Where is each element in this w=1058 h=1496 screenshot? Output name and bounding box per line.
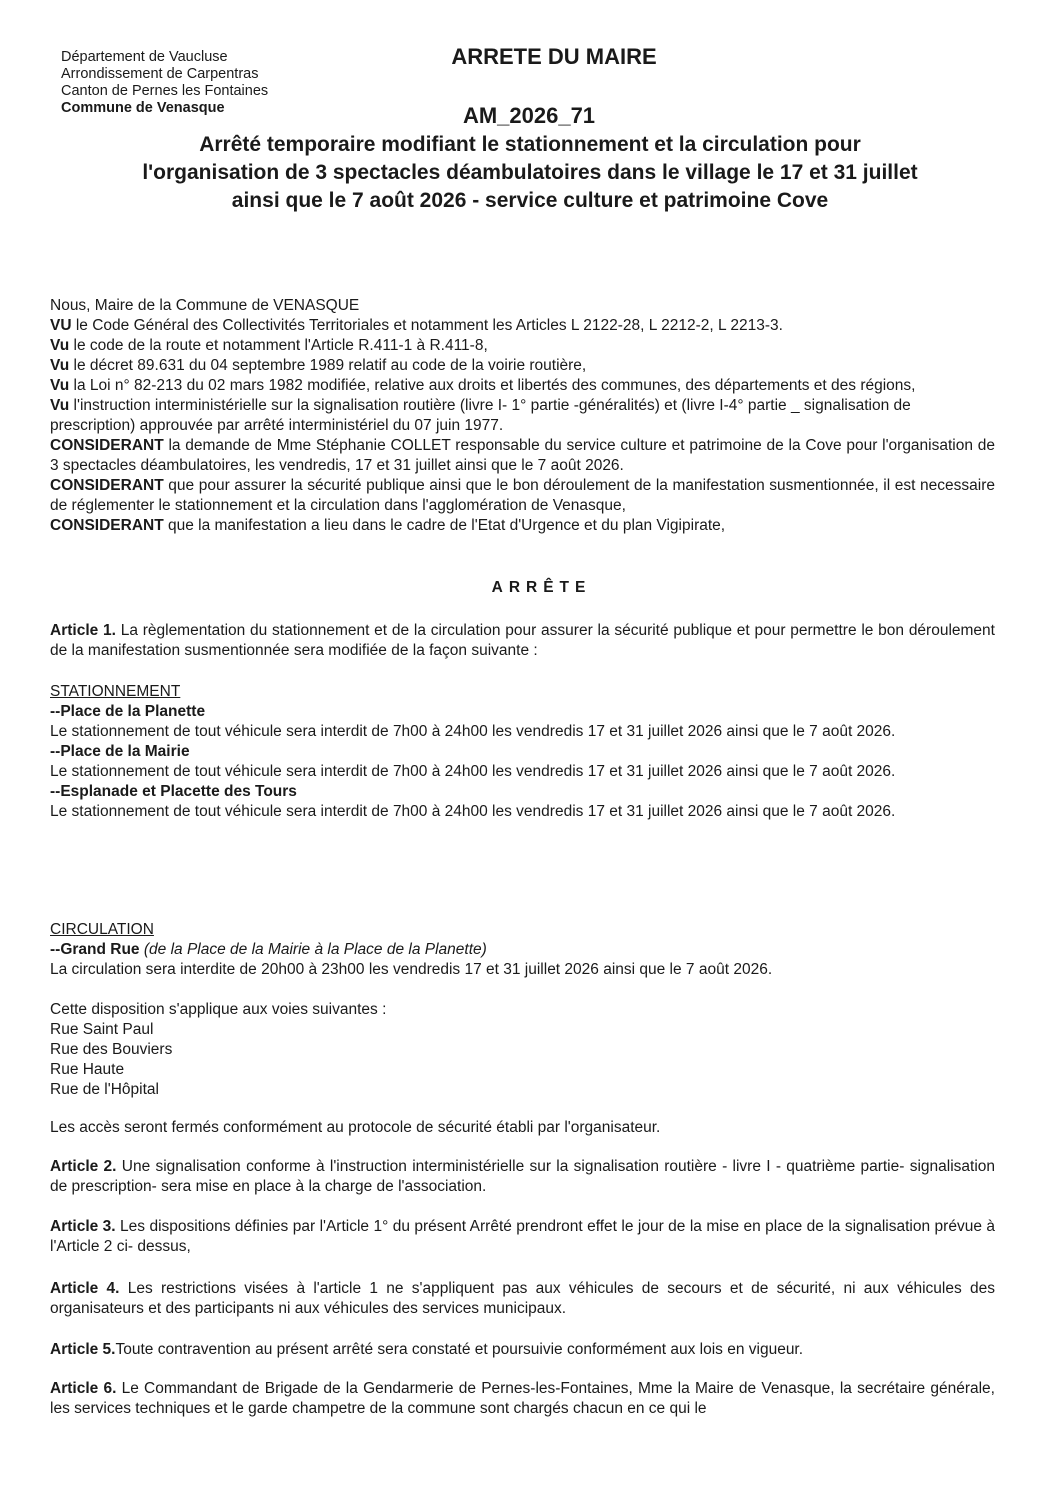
article-lead: Article 2. bbox=[50, 1158, 117, 1175]
street-heading bbox=[50, 940, 995, 960]
article-2 bbox=[50, 1157, 995, 1197]
article-lead: Article 1. bbox=[50, 622, 116, 639]
subject-line-2: l'organisation de 3 spectacles déambulatoires dans le village le 17 et 31 juillet bbox=[142, 161, 918, 184]
street-list-item: Rue Haute bbox=[50, 1061, 125, 1078]
street-list-item: Rue des Bouviers bbox=[50, 1041, 173, 1058]
vu-text: le code de la route et notamment l'Article R.411-1 à R.411-8, bbox=[69, 337, 488, 354]
article-text: Le Commandant de Brigade de la Gendarmerie de Pernes-les-Fontaines, Mme la Maire de Venasque, la secrétaire générale, les services techniques et le garde champetre de la commune sont chargés chacun en ce qui le bbox=[50, 1380, 995, 1417]
vu-lead: VU bbox=[50, 317, 72, 334]
considerant-lead: CONSIDERANT bbox=[50, 477, 164, 494]
arrete-heading: ARRÊTE bbox=[491, 579, 592, 596]
article-text: Les restrictions visées à l'article 1 ne s'appliquent pas aux véhicules de secours et de sécurité, ni aux véhicules des organisateurs et des participants ni aux véhicules des services municipaux. bbox=[50, 1280, 995, 1317]
vu-lead: Vu bbox=[50, 397, 70, 414]
street-title: --Grand Rue bbox=[50, 941, 140, 958]
article-text: Une signalisation conforme à l'instruction interministérielle sur la signalisation routière - livre I - quatrième partie- signalisation de prescription- sera mise en place à la charge de l'association. bbox=[50, 1158, 995, 1195]
vu-lead: Vu bbox=[50, 357, 70, 374]
subject-line-1: Arrêté temporaire modifiant le stationnement et la circulation pour bbox=[199, 133, 861, 156]
street-list-item: Rue Saint Paul bbox=[50, 1021, 154, 1038]
place-title: --Place de la Planette bbox=[50, 703, 206, 720]
considerant-paragraph bbox=[50, 516, 995, 536]
circulation-section bbox=[50, 920, 995, 1100]
considerant-lead: CONSIDERANT bbox=[50, 437, 164, 454]
article-text: Les dispositions définies par l'Article 1° du présent Arrêté prendront effet le jour de la mise en place de la signalisation prévue à l'Article 2 ci- dessus, bbox=[50, 1218, 995, 1255]
canton-line: Canton de Pernes les Fontaines bbox=[61, 83, 269, 99]
document-reference: AM_2026_71 bbox=[462, 103, 596, 128]
considerant-paragraph bbox=[50, 476, 995, 516]
vu-lead: Vu bbox=[50, 377, 70, 394]
vu-text: l'instruction interministérielle sur la signalisation routière (livre I- 1° partie -généralités) et (livre I-4° partie _ signalisation de prescription) approuvée par arrêté interministériel du 07 juin 1977. bbox=[50, 397, 911, 434]
article-lead: Article 6. bbox=[50, 1380, 117, 1397]
commune-line: Commune de Venasque bbox=[61, 100, 225, 116]
considerant-text: que pour assurer la sécurité publique ainsi que le bon déroulement de la manifestation susmentionnée, il est necessaire de réglementer le stationnement et la circulation dans l'agglomération de Venasque, bbox=[50, 477, 995, 514]
considerant-paragraph bbox=[50, 436, 995, 476]
considerant-lead: CONSIDERANT bbox=[50, 517, 164, 534]
vu-paragraph bbox=[50, 336, 995, 356]
document-subject bbox=[40, 131, 1020, 215]
article-lead: Article 3. bbox=[50, 1218, 116, 1235]
document-title: ARRETE DU MAIRE bbox=[451, 44, 657, 69]
vu-lead: Vu bbox=[50, 337, 70, 354]
place-title: --Esplanade et Placette des Tours bbox=[50, 783, 297, 800]
article-text: La règlementation du stationnement et de la circulation pour assurer la sécurité publique et pour permettre le bon déroulement de la manifestation susmentionnée sera modifiée de la façon suivante : bbox=[50, 622, 995, 659]
place-title: --Place de la Mairie bbox=[50, 743, 190, 760]
vu-paragraph bbox=[50, 316, 995, 336]
circulation-rule: La circulation sera interdite de 20h00 à 23h00 les vendredis 17 et 31 juillet 2026 ainsi que le 7 août 2026. bbox=[50, 961, 773, 978]
stationnement-section bbox=[50, 682, 995, 822]
street-detail: (de la Place de la Mairie à la Place de la Planette) bbox=[143, 941, 487, 958]
arrondissement-line: Arrondissement de Carpentras bbox=[61, 66, 259, 82]
article-lead: Article 5. bbox=[50, 1341, 116, 1358]
section-heading: STATIONNEMENT bbox=[50, 683, 181, 700]
article-4 bbox=[50, 1279, 995, 1319]
vu-paragraph bbox=[50, 376, 995, 396]
article-lead: Article 4. bbox=[50, 1280, 120, 1297]
vu-paragraph bbox=[50, 396, 995, 436]
article-6 bbox=[50, 1379, 995, 1419]
vu-text: la Loi n° 82-213 du 02 mars 1982 modifiée, relative aux droits et libertés des communes, des départements et des régions, bbox=[69, 377, 916, 394]
place-rule: Le stationnement de tout véhicule sera interdit de 7h00 à 24h00 les vendredis 17 et 31 juillet 2026 ainsi que le 7 août 2026. bbox=[50, 803, 896, 820]
article-1 bbox=[50, 621, 995, 661]
place-rule: Le stationnement de tout véhicule sera interdit de 7h00 à 24h00 les vendredis 17 et 31 juillet 2026 ainsi que le 7 août 2026. bbox=[50, 723, 896, 740]
article-text: Toute contravention au présent arrêté sera constaté et poursuivie conformément aux lois en vigueur. bbox=[115, 1341, 804, 1358]
preamble bbox=[50, 296, 995, 536]
preamble-intro: Nous, Maire de la Commune de VENASQUE bbox=[50, 297, 360, 314]
article-5 bbox=[50, 1340, 995, 1360]
article-3 bbox=[50, 1217, 995, 1257]
considerant-text: que la manifestation a lieu dans le cadre de l'Etat d'Urgence et du plan Vigipirate, bbox=[163, 517, 726, 534]
considerant-text: la demande de Mme Stéphanie COLLET responsable du service culture et patrimoine de la Cove pour l'organisation de 3 spectacles déambulatoires, les vendredis, 17 et 31 juillet ainsi que le 7 août 2026. bbox=[50, 437, 995, 474]
department-line: Département de Vaucluse bbox=[61, 49, 228, 65]
closure-note: Les accès seront fermés conformément au protocole de sécurité établi par l'organisateur. bbox=[50, 1119, 661, 1136]
vu-text: le décret 89.631 du 04 septembre 1989 relatif au code de la voirie routière, bbox=[69, 357, 587, 374]
place-rule: Le stationnement de tout véhicule sera interdit de 7h00 à 24h00 les vendredis 17 et 31 juillet 2026 ainsi que le 7 août 2026. bbox=[50, 763, 896, 780]
vu-text: le Code Général des Collectivités Territoriales et notamment les Articles L 2122-28, L 2212-2, L 2213-3. bbox=[71, 317, 783, 334]
section-heading: CIRCULATION bbox=[50, 921, 154, 938]
applies-intro: Cette disposition s'applique aux voies suivantes : bbox=[50, 1001, 387, 1018]
vu-paragraph bbox=[50, 356, 995, 376]
subject-line-3: ainsi que le 7 août 2026 - service culture et patrimoine Cove bbox=[231, 189, 829, 212]
street-list-item: Rue de l'Hôpital bbox=[50, 1081, 159, 1098]
